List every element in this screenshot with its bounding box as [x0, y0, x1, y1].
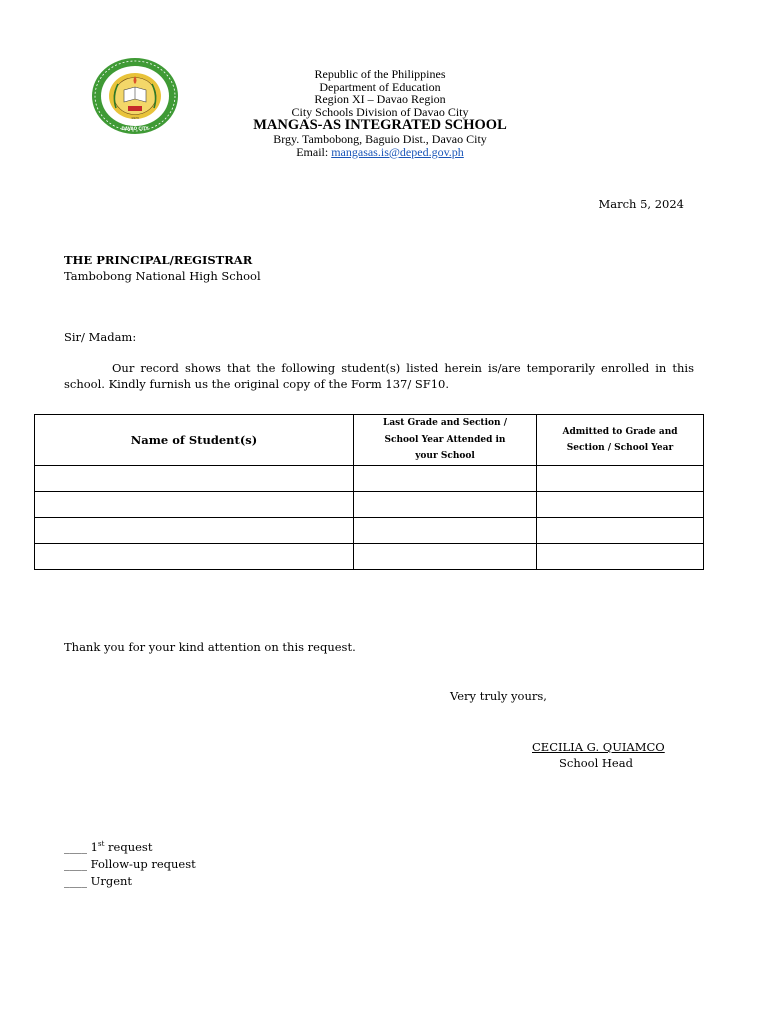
table-row	[35, 466, 704, 492]
admitted-cell[interactable]	[537, 466, 704, 492]
school-seal-logo	[90, 56, 180, 136]
header-division: City Schools Division of Davao City	[291, 104, 469, 119]
last-grade-cell[interactable]	[354, 518, 537, 544]
last-grade-cell[interactable]	[354, 544, 537, 570]
admitted-cell[interactable]	[537, 518, 704, 544]
student-name-cell[interactable]	[35, 466, 354, 492]
check-blank: ____	[64, 874, 87, 888]
student-name-cell[interactable]	[35, 518, 354, 544]
first-number: 1	[90, 840, 98, 854]
school-address: Brgy. Tambobong, Baguio Dist., Davao City	[273, 132, 487, 146]
last-grade-cell[interactable]	[354, 492, 537, 518]
admitted-cell[interactable]	[537, 544, 704, 570]
school-name: MANGAS-AS INTEGRATED SCHOOL	[253, 117, 507, 133]
table-row	[35, 492, 704, 518]
recipient-title: THE PRINCIPAL/REGISTRAR	[64, 253, 253, 267]
check-blank: ____	[64, 857, 87, 871]
header-region: Region XI – Davao Region	[314, 92, 446, 106]
recipient-school: Tambobong National High School	[64, 269, 261, 283]
check-blank: ____	[64, 840, 87, 854]
urgent-label: Urgent	[90, 874, 133, 888]
signatory-name: CECILIA G. QUIAMCO	[532, 740, 665, 754]
seal-year: 1973	[131, 116, 139, 120]
thanks-line: Thank you for your kind attention on this request.	[64, 640, 356, 654]
request-paragraph: Our record shows that the following student(s) listed herein is/are temporarily enrolled in this school. Kindly furnish us the original copy of the Form 137/ SF10.	[64, 361, 694, 391]
seal-text-bottom: DAVAO CITY	[121, 126, 149, 131]
last-grade-cell[interactable]	[354, 466, 537, 492]
school-email-line	[230, 146, 530, 159]
letter-date: March 5, 2024	[598, 197, 684, 211]
header-student-name: Name of Student(s)	[35, 415, 354, 466]
followup-request-check[interactable]	[64, 857, 196, 871]
student-name-cell[interactable]	[35, 544, 354, 570]
header-last-grade: Last Grade and Section / School Year Attended in your School	[354, 415, 537, 466]
table-row	[35, 544, 704, 570]
admitted-cell[interactable]	[537, 492, 704, 518]
closing: Very truly yours,	[450, 689, 547, 703]
students-table	[34, 414, 704, 570]
email-label: Email:	[296, 144, 332, 159]
first-request-check[interactable]	[64, 840, 152, 854]
header-admitted: Admitted to Grade and Section / School Year	[537, 415, 704, 466]
first-request-label: request	[104, 840, 153, 854]
salutation: Sir/ Madam:	[64, 330, 137, 344]
header-republic: Republic of the Philippines	[314, 67, 446, 81]
table-row	[35, 518, 704, 544]
letterhead	[230, 68, 530, 158]
header-department: Department of Education	[319, 79, 441, 94]
student-name-cell[interactable]	[35, 492, 354, 518]
urgent-request-check[interactable]	[64, 874, 132, 888]
first-suffix: st	[97, 840, 105, 849]
email-link[interactable]: mangasas.is@deped.gov.ph	[331, 144, 464, 159]
signatory-position: School Head	[559, 756, 633, 770]
followup-label: Follow-up request	[90, 857, 196, 871]
table-header-row	[35, 415, 704, 466]
